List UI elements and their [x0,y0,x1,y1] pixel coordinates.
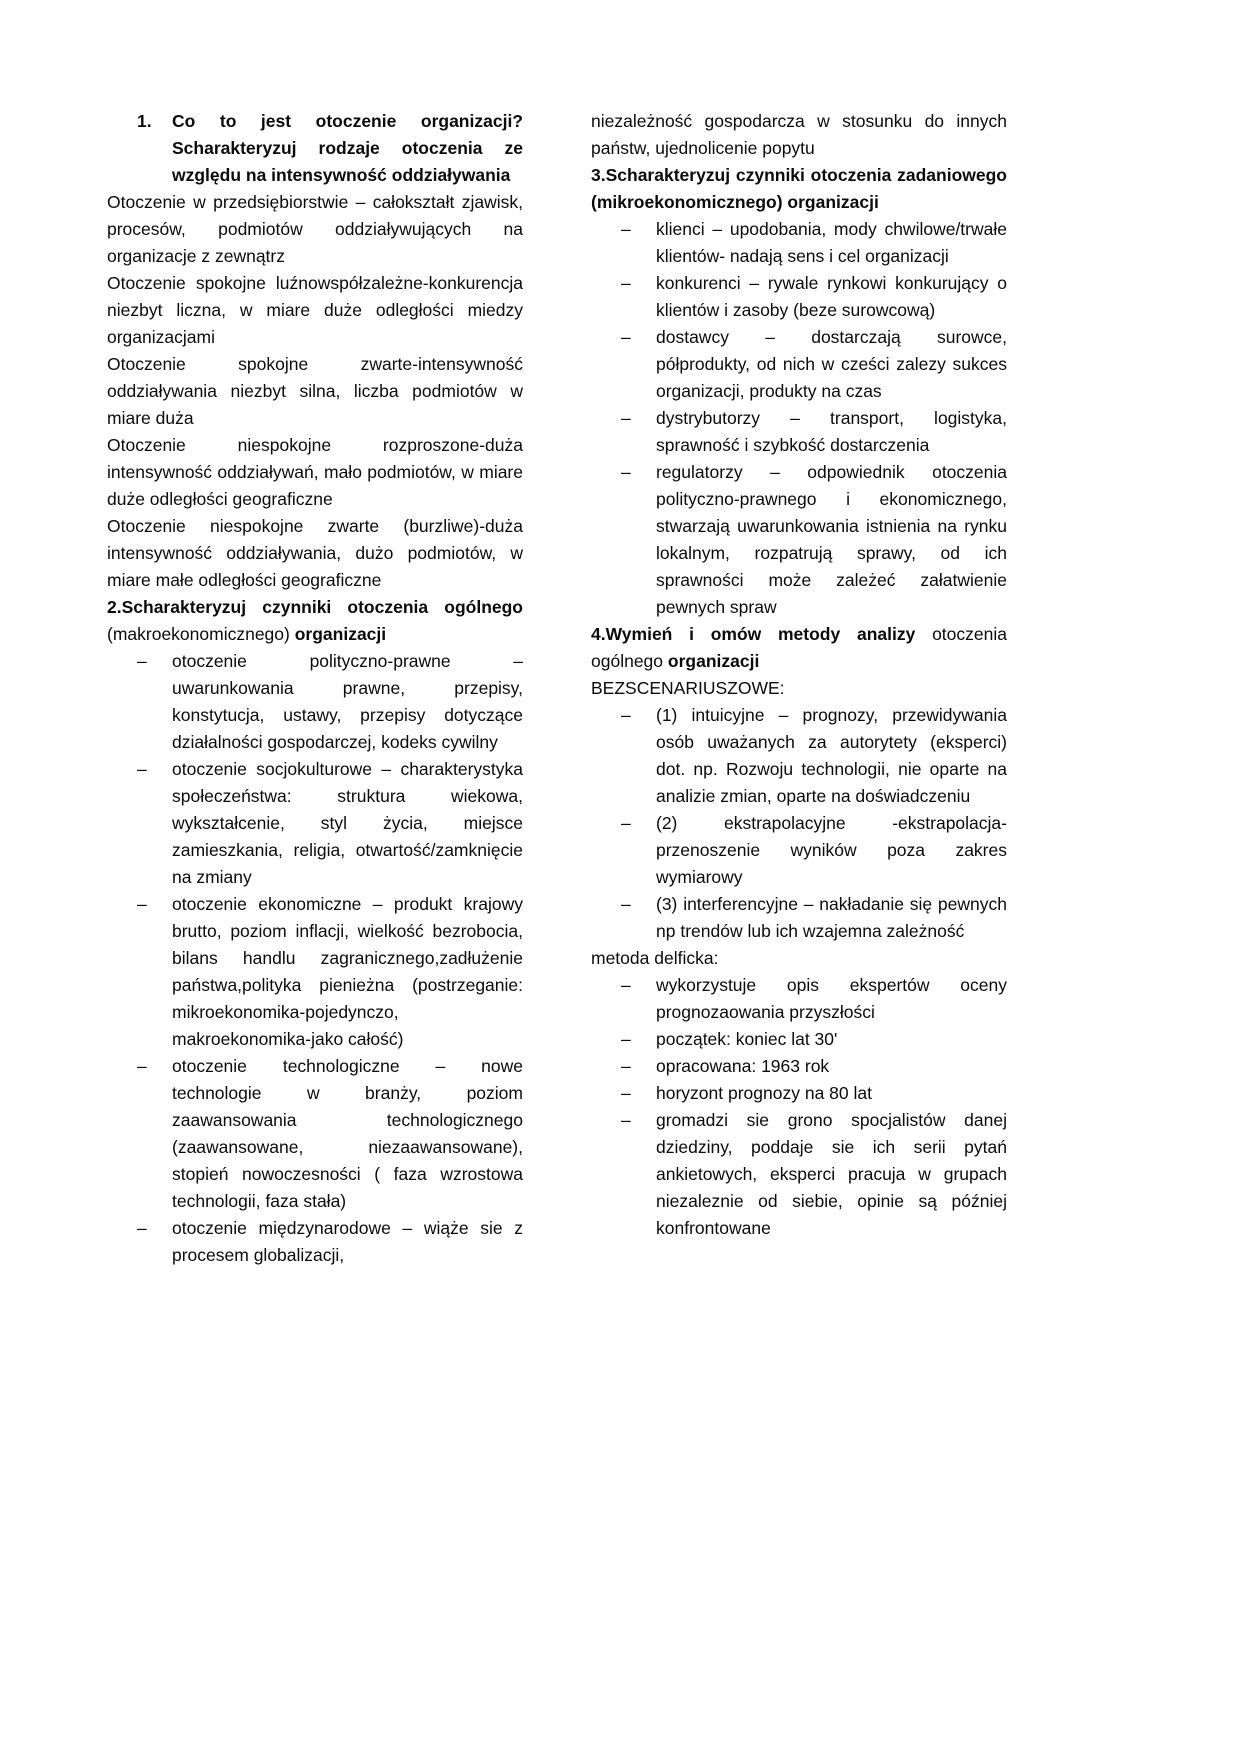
bullet-text: gromadzi sie grono spocjalistów danej dziedziny, poddaje sie ich serii pytań ankietowych, eksperci pracuja w grupach niezaleznie od siebie, opinie są później konfrontowane [656,1110,1007,1238]
bullet-text: (2) ekstrapolacyjne -ekstrapolacja- przenoszenie wyników poza zakres wymiarowy [656,813,1007,887]
question-4-heading-segment: organizacji [667,651,760,671]
question-1-heading: Co to jest otoczenie organizacji? Scharakteryzuj rodzaje otoczenia ze względu na intensywność oddziaływania [172,111,523,185]
bullet-text: otoczenie polityczno-prawne – uwarunkowania prawne, przepisy, konstytucja, ustawy, przepisy dotyczące działalności gospodarczej, kodeks cywilny [172,651,523,752]
right-column [591,108,1007,1269]
bullet-text: wykorzystuje opis ekspertów oceny prognozaowania przyszłości [656,975,1007,1022]
bullet-item [591,1053,1007,1080]
paragraph-continuation: niezależność gospodarcza w stosunku do innych państw, ujednolicenie popytu [591,111,1007,158]
paragraph-otoczenie-niespokojne-zwarte: Otoczenie niespokojne zwarte (burzliwe)-duża intensywność oddziaływania, dużo podmiotów, w miare małe odległości geograficzne [107,516,523,590]
dash-bullet-marker: – [621,894,631,914]
bullet-item [591,270,1007,324]
bullet-item [591,972,1007,1026]
bullet-item [591,459,1007,621]
bullet-text: opracowana: 1963 rok [656,1056,830,1076]
dash-bullet-marker: – [621,1110,631,1130]
dash-bullet-marker: – [137,894,147,914]
question-3-heading: 3.Scharakteryzuj czynniki otoczenia zadaniowego (mikroekonomicznego) organizacji [591,165,1007,212]
dash-bullet-marker: – [621,813,631,833]
bullet-item [107,1215,523,1269]
bullet-text: regulatorzy – odpowiednik otoczenia polityczno-prawnego i ekonomicznego, stwarzają uwarunkowania istnienia na rynku lokalnym, rozpatrują sprawy, od ich sprawności może zależeć załatwienie pewnych spraw [656,462,1007,617]
bullet-item [107,1053,523,1215]
bullet-text: (1) intuicyjne – prognozy, przewidywania osób uważanych za autorytety (eksperci) dot. np. Rozwoju technologii, nie oparte na analizie zmian, oparte na doświadczeniu [656,705,1007,806]
metoda-delficka-label: metoda delficka: [591,948,719,968]
dash-bullet-marker: – [621,705,631,725]
dash-bullet-marker: – [621,1056,631,1076]
left-column [107,108,523,1269]
bullet-text: początek: koniec lat 30' [656,1029,838,1049]
question-1-item [107,108,523,189]
bullet-item [591,891,1007,945]
dash-bullet-marker: – [137,1056,147,1076]
bullet-text: otoczenie technologiczne – nowe technologie w branży, poziom zaawansowania technologicznego (zaawansowane, niezaawansowane), stopień nowoczesności ( faza wzrostowa technologii, faza stała) [172,1056,523,1211]
dash-bullet-marker: – [621,462,631,482]
bullet-item [591,1080,1007,1107]
question-4-heading-segment: 4.Wymień i omów metody analizy [591,624,933,644]
bullet-text: dystrybutorzy – transport, logistyka, sprawność i szybkość dostarczenia [656,408,1007,455]
dash-bullet-marker: – [137,651,147,671]
dash-bullet-marker: – [621,273,631,293]
dash-bullet-marker: – [137,759,147,779]
bullet-item [591,1026,1007,1053]
dash-bullet-marker: – [621,975,631,995]
dash-bullet-marker: – [621,219,631,239]
dash-bullet-marker: – [621,327,631,347]
bullet-item [591,216,1007,270]
bullet-item [591,810,1007,891]
paragraph-otoczenie-spokojne-luzne: Otoczenie spokojne luźnowspółzależne-konkurencja niezbyt liczna, w miare duże odległości miedzy organizacjami [107,273,523,347]
bullet-item [591,1107,1007,1242]
question-2-heading-segment: 2.Scharakteryzuj czynniki otoczenia ogólnego [107,597,523,617]
question-4-heading-segment: otoczenia ogólnego [591,624,1007,671]
dash-bullet-marker: – [621,408,631,428]
question-2-heading-segment: (makroekonomicznego) [107,624,295,644]
bullet-item [107,891,523,1053]
bullet-text: otoczenie ekonomiczne – produkt krajowy brutto, poziom inflacji, wielkość bezrobocia, bilans handlu zagranicznego,zadłużenie państwa,polityka pienieżna (postrzeganie: mikroekonomika-pojedynczo, makroekonomika-jako całość) [172,894,523,1049]
bullet-item [591,324,1007,405]
bullet-text: konkurenci – rywale rynkowi konkurujący o klientów i zasoby (beze surowcową) [656,273,1007,320]
dash-bullet-marker: – [621,1083,631,1103]
bullet-text: otoczenie międzynarodowe – wiąże sie z procesem globalizacji, [172,1218,523,1265]
question-1-number: 1. [137,111,152,131]
dash-bullet-marker: – [621,1029,631,1049]
bezscenariuszowe-label: BEZSCENARIUSZOWE: [591,678,785,698]
bullet-item [591,702,1007,810]
question-2-heading-segment: organizacji [294,624,387,644]
bullet-text: klienci – upodobania, mody chwilowe/trwałe klientów- nadają sens i cel organizacji [656,219,1007,266]
paragraph-otoczenie-spokojne-zwarte: Otoczenie spokojne zwarte-intensywność oddziaływania niezbyt silna, liczba podmiotów w miare duża [107,354,523,428]
bullet-item [591,405,1007,459]
page-content [107,108,1007,1269]
bullet-text: (3) interferencyjne – nakładanie się pewnych np trendów lub ich wzajemna zależność [656,894,1007,941]
bullet-item [107,756,523,891]
question-4-heading [591,621,1007,675]
paragraph-otoczenie-niespokojne-rozproszone: Otoczenie niespokojne rozproszone-duża intensywność oddziaływań, mało podmiotów, w miare duże odległości geograficzne [107,435,523,509]
question-2-heading [107,594,523,648]
dash-bullet-marker: – [137,1218,147,1238]
bullet-text: otoczenie socjokulturowe – charakterystyka społeczeństwa: struktura wiekowa, wykształcenie, styl życia, miejsce zamieszkania, religia, otwartość/zamknięcie na zmiany [172,759,523,887]
bullet-text: dostawcy – dostarczają surowce, półprodukty, od nich w cześci zalezy sukces organizacji, produkty na czas [656,327,1007,401]
bullet-text: horyzont prognozy na 80 lat [656,1083,872,1103]
paragraph-otoczenie-definicja: Otoczenie w przedsiębiorstwie – całokształt zjawisk, procesów, podmiotów oddziaływujących na organizacje z zewnątrz [107,192,523,266]
bullet-item [107,648,523,756]
